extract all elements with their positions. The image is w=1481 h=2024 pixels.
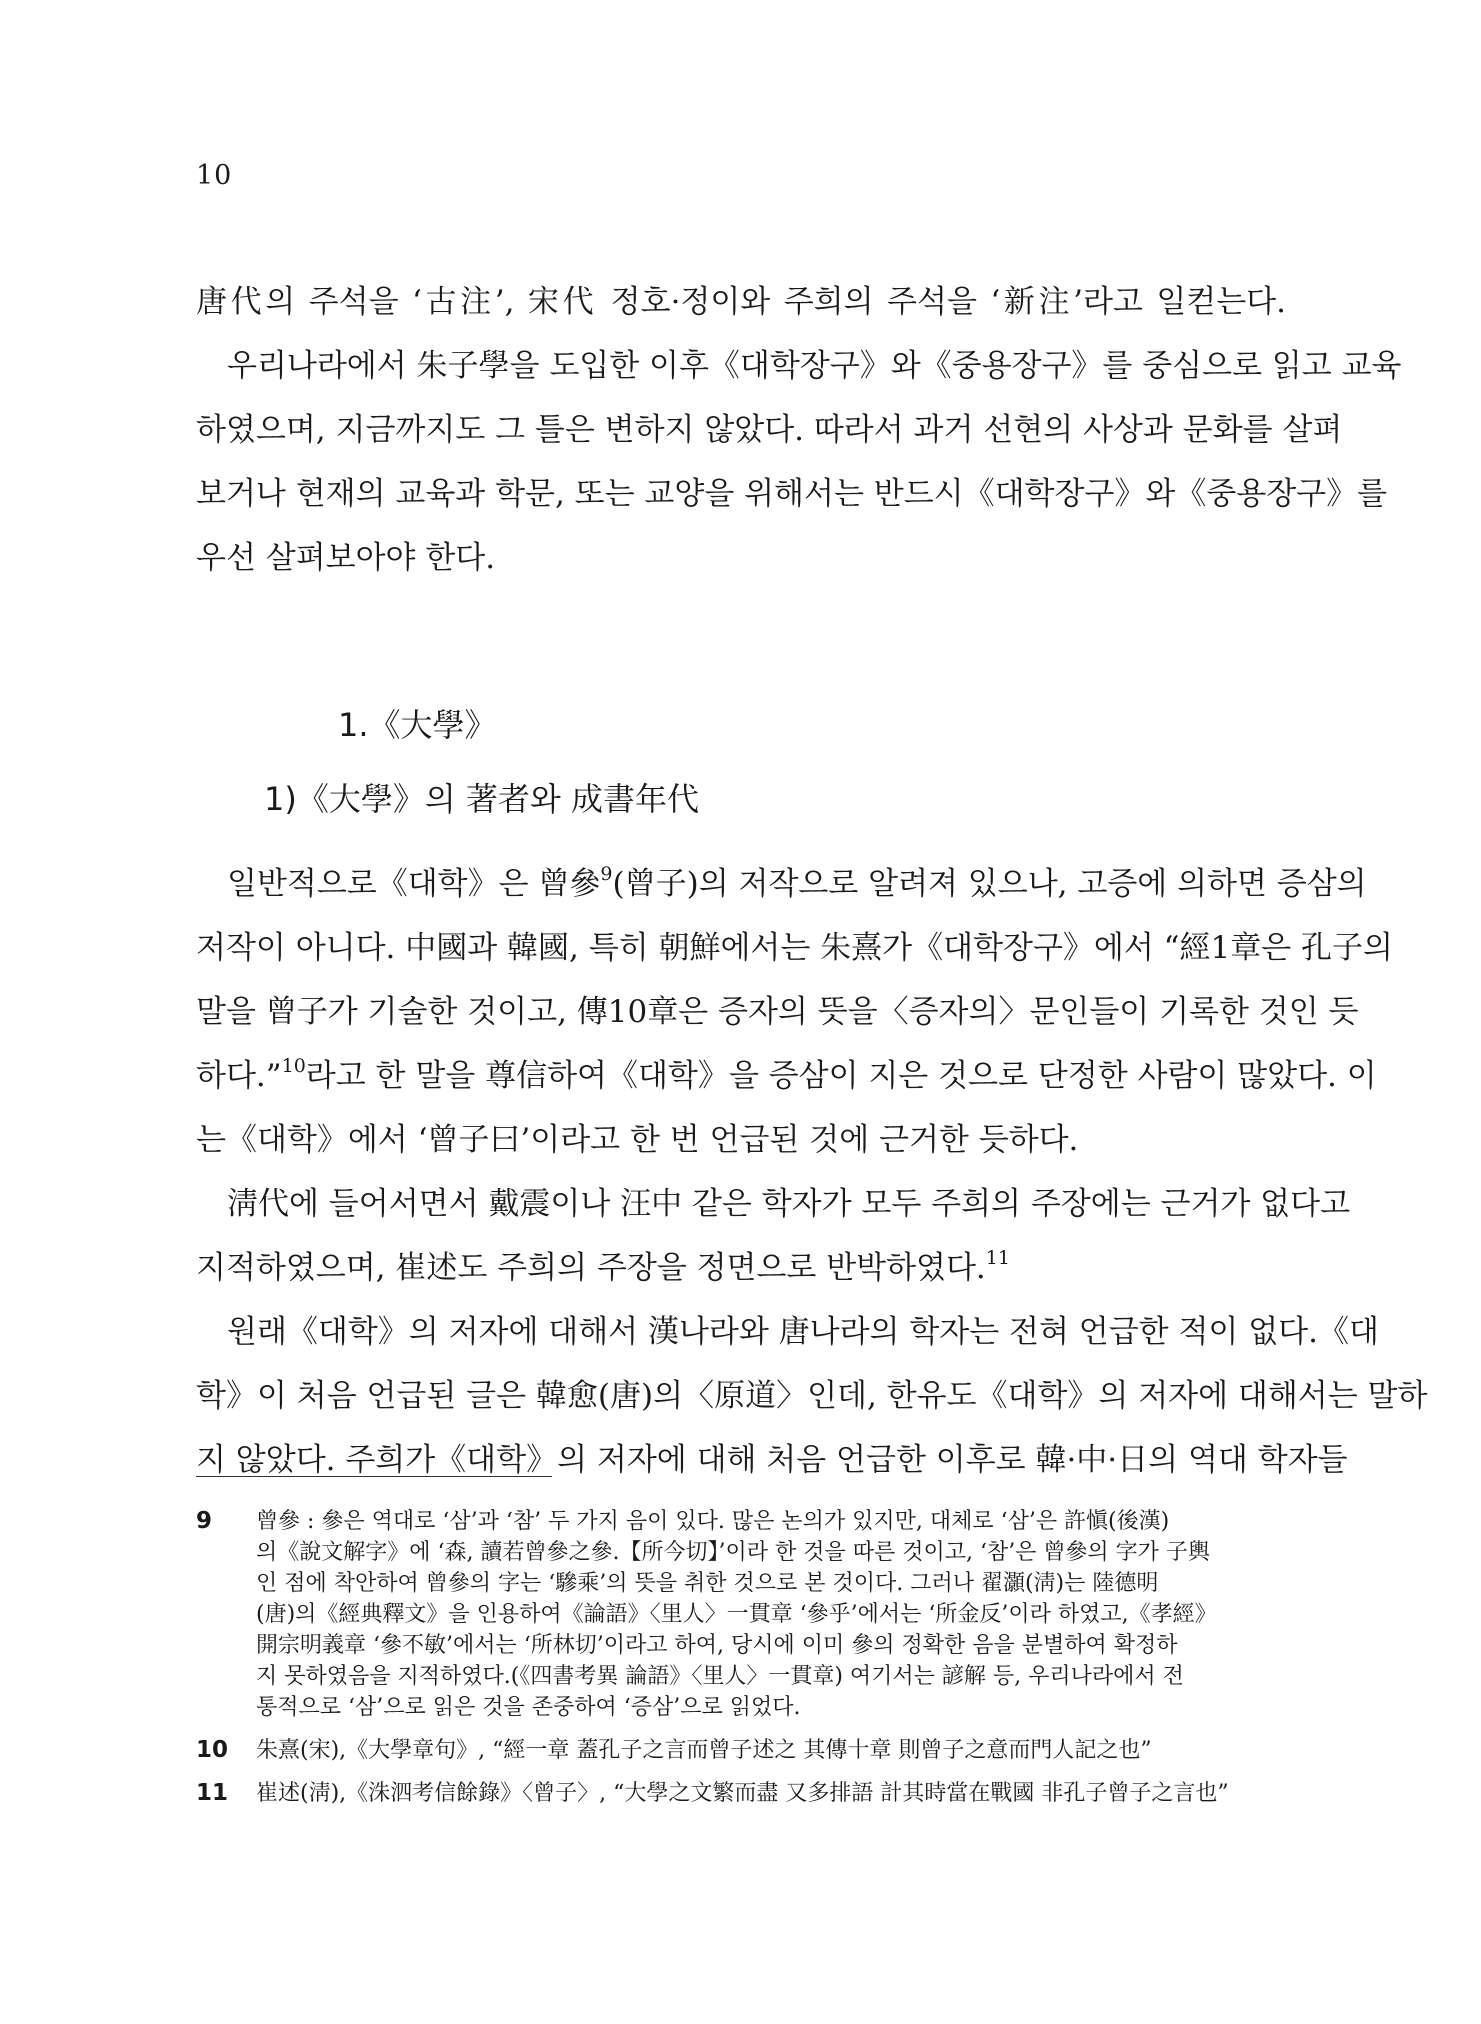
footnote-ref-11: 11 [985,1247,1010,1269]
text-line: 하다.”$^{10}$라고 한 말을 尊信하여《대학》을 증삼이 지은 것으로 단정한 사람이 많았다. 이 [196,1055,1377,1094]
footnote-11 [196,1778,1286,1809]
footnote-line: 曾參 : 參은 역대로 ‘삼’과 ‘참’ 두 가지 음이 있다. 많은 논의가 있지만, 대체로 ‘삼’은 許愼(後漢) [256,1509,1170,1534]
footnote-text [256,1506,1286,1723]
footnote-number: 10 [196,1737,229,1763]
text-line: 저작이 아니다. 中國과 韓國, 특히 朝鮮에서는 朱熹가《대학장구》에서 “經1章은 孔子의 [196,930,1393,966]
text-line: 학》이 처음 언급된 글은 韓愈(唐)의〈原道〉인데, 한유도《대학》의 저자에 대해서는 말하 [196,1378,1428,1414]
intro-paragraph-end [196,526,1286,590]
intro-paragraph [196,270,1402,526]
footnote-ref-9: 9 [600,863,613,885]
text-line: 우리나라에서 朱子學을 도입한 이후《대학장구》와《중용장구》를 중심으로 읽고 교육 [227,348,1402,384]
text-line: 는《대학》에서 ‘曾子曰’이라고 한 번 언급된 것에 근거한 듯하다. [196,1122,1079,1158]
page-number: 10 [196,160,233,191]
footnote-line: 朱熹(宋),《大學章句》, “經一章 蓋孔子之言而曾子述之 其傳十章 則曾子之意而門人記之也” [256,1738,1152,1763]
footnote-text [256,1735,1286,1766]
footnote-line: 開宗明義章 ‘參不敏’에서는 ‘所林切’이라고 하여, 당시에 이미 參의 정확한 음을 분별하여 확정하 [256,1633,1178,1658]
paragraph-qing [196,1172,1351,1236]
footnote-line: 인 점에 착안하여 曾參의 字는 ‘驂乘’의 뜻을 취한 것으로 본 것이다. 그러나 翟灝(淸)는 陸德明 [256,1571,1159,1596]
text-line: 하였으며, 지금까지도 그 틀은 변하지 않았다. 따라서 과거 선현의 사상과 문화를 살펴 [196,412,1343,448]
footnote-divider [196,1476,552,1477]
section-heading: 1.《大學》 [338,706,497,744]
footnote-line: 崔述(淸),《洙泗考信餘錄》〈曾子〉, “大學之文繁而盡 又多排語 計其時當在戰國 非孔子曾子之言也” [256,1781,1229,1806]
footnote-number: 9 [196,1508,213,1534]
text-line: 일반적으로《대학》은 曾參$^9$(曾子)의 저작으로 알려져 있으나, 고증에 의하면 증삼의 [227,863,1367,902]
text-line: 원래《대학》의 저자에 대해서 漢나라와 唐나라의 학자는 전혀 언급한 적이 없다.《대 [227,1314,1379,1350]
text-line: 우선 살펴보아야 한다. [196,540,496,576]
text-line: 唐代의 주석을 ‘古注’, 宋代 정호·정이와 주희의 주석을 ‘新注’라고 일컫는다. [196,284,1286,320]
text-line: 지적하였으며, 崔述도 주희의 주장을 정면으로 반박하였다.$^{11}$ [196,1247,1010,1286]
paragraph-qing-end [196,1236,1286,1300]
footnote-line: (唐)의《經典釋文》을 인용하여《論語》〈里人〉一貫章 ‘參乎’에서는 ‘所金反’이라 하였고,《孝經》 [256,1602,1217,1627]
footnote-number: 11 [196,1780,229,1806]
text-line: 말을 曾子가 기술한 것이고, 傳10章은 증자의 뜻을〈증자의〉문인들이 기록한 것인 듯 [196,994,1359,1030]
footnote-line: 통적으로 ‘삼’으로 읽은 것을 존중하여 ‘증삼’으로 읽었다. [256,1695,801,1720]
footnote-10 [196,1735,1286,1766]
section-subheading: 1)《大學》의 著者와 成書年代 [264,780,700,818]
footnote-line: 지 못하였음을 지적하였다.(《四書考異 論語》〈里人〉一貫章) 여기서는 諺解 등, 우리나라에서 전 [256,1664,1184,1689]
footnote-text [256,1778,1286,1809]
footnotes [196,1506,1286,1821]
text-line: 淸代에 들어서면서 戴震이나 汪中 같은 학자가 모두 주희의 주장에는 근거가 없다고 [227,1186,1351,1222]
text-line: 지 않았다. 주희가《대학》의 저자에 대해 처음 언급한 이후로 韓·中·日의 역대 학자들 [196,1442,1348,1478]
footnote-9 [196,1506,1286,1723]
paragraph-origin [196,1300,1428,1492]
footnote-ref-10: 10 [281,1055,306,1077]
paragraph-authorship [196,852,1393,1108]
footnote-line: 의《說文解字》에 ‘森, 讀若曾參之參.【所今切】’이라 한 것을 따른 것이고, ‘참’은 曾參의 字가 子輿 [256,1540,1210,1565]
text-line: 보거나 현재의 교육과 학문, 또는 교양을 위해서는 반드시《대학장구》와《중용장구》를 [196,476,1388,512]
paragraph-authorship-end [196,1108,1286,1172]
